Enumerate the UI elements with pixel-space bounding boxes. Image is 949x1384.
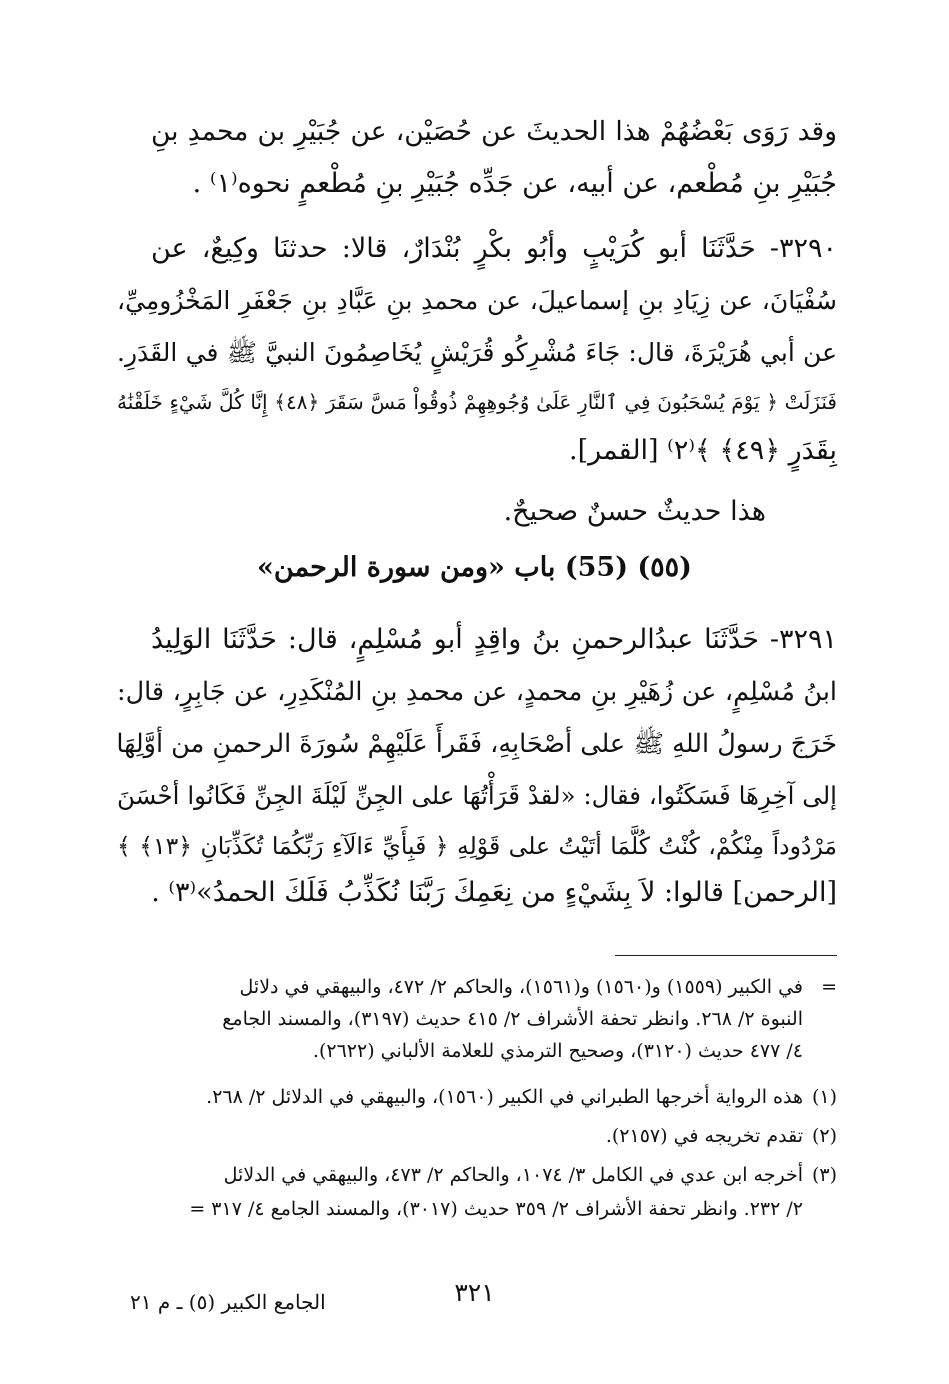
hadith-3290-line-3: عن أبي هُرَيْرَةَ، قال: جَاءَ مُشْرِكُو قُرَيْشٍ يُخَاصِمُونَ النبيَّ ﷺ في القَدَرِ. [117, 338, 837, 367]
page-number: ٣٢١ [454, 1278, 495, 1307]
quran-verse-line-1: فَنَزَلَتْ ﴿ يَوْمَ يُسْحَبُونَ فِي ٱلنَّارِ عَلَىٰ وُجُوهِهِمْ ذُوقُواْ مَسَّ سَقَرَ ﴿٤٨﴾ إِنَّا كُلَّ شَيْءٍ خَلَقْنَٰهُ [117, 390, 837, 414]
text-line-1: وقد رَوَى بَعْضُهُمْ هذا الحديثَ عن حُصَيْن، عن جُبَيْرِ بن محمدِ بنِ [151, 116, 837, 147]
quran-verse-line-2: بِقَدَرٍ ﴿٤٩﴾ ﴾⁽٢⁾ [القمر]. [569, 435, 837, 466]
hadith-3291-line-6: [الرحمن] قالوا: لاَ بِشَيْءٍ من نِعَمِكَ رَبَّنَا نُكَذِّبُ فَلَكَ الحمدُ»⁽٣⁾ . [151, 877, 837, 908]
footnote-text: ٤/ ٤٧٧ حديث (٣١٢٠)، وصحيح الترمذي للعلامة الألباني (٢٦٢٢). [312, 1040, 803, 1062]
book-signature: الجامع الكبير (٥) ـ م ٢١ [130, 1290, 326, 1314]
hadith-3291-line-3: خَرَجَ رسولُ اللهِ ﷺ على أصْحَابِهِ، فَقَرأَ عَلَيْهِمْ سُورَةَ الرحمنِ من أوَّلِهَا [116, 729, 837, 759]
footnote-mark: (٣) [811, 1164, 837, 1186]
footnote-text: في الكبير (١٥٥٩) و(١٥٦٠) و(١٥٦١)، والحاكم ٢/ ٤٧٢، والبيهقي في دلائل [239, 976, 803, 998]
footnote-3 [117, 1160, 837, 1190]
footnote-text: ٢/ ٢٣٢. وانظر تحفة الأشراف ٢/ ٣٥٩ حديث (٣٠١٧)، والمسند الجامع ٤/ ٣١٧ = [189, 1198, 803, 1220]
hadith-3291-line-1: ٣٢٩١- حَدَّثَنَا عبدُالرحمنِ بنُ واقِدٍ أبو مُسْلِمٍ، قال: حَدَّثَنَا الوَلِيدُ [151, 624, 837, 655]
hadith-3290-line-1: ٣٢٩٠- حَدَّثَنَا أبو كُرَيْبٍ وأبُو بكْرٍ بُنْدَارٌ، قالا: حدثنَا وكِيعٌ، عن [151, 233, 837, 264]
footnote-1 [117, 1082, 837, 1112]
continuation-mark: = [821, 976, 837, 998]
hadith-grade: هذا حديثٌ حسنٌ صحيحٌ. [503, 496, 766, 527]
footnote-continuation-line-1 [117, 972, 837, 1002]
hadith-3291-line-2: ابنُ مُسْلِمٍ، عن زُهَيْرِ بنِ محمدٍ، عن محمدِ بنِ المُنْكَدِرِ، عن جَابِرٍ، قال: [117, 677, 837, 707]
footnote-text: هذه الرواية أخرجها الطبراني في الكبير (١٥٦٠)، والبيهقي في الدلائل ٢/ ٢٦٨. [206, 1086, 803, 1108]
text-line-2: جُبَيْرِ بنِ مُطْعم، عن أبيه، عن جَدِّه جُبَيْرِ بنِ مُطْعمٍ نحوه⁽١⁾ . [192, 168, 837, 199]
footnote-mark: (٢) [811, 1125, 837, 1147]
footnote-2 [117, 1121, 837, 1151]
chapter-heading: (٥٥) (55) باب «ومن سورة الرحمن» [257, 552, 692, 583]
footnote-separator [615, 955, 837, 956]
footnote-text: تقدم تخريجه في (٢١٥٧). [605, 1125, 803, 1147]
footnote-continuation-line-2 [117, 1004, 837, 1034]
footnote-text: أخرجه ابن عدي في الكامل ٣/ ١٠٧٤، والحاكم ٢/ ٤٧٣، والبيهقي في الدلائل [223, 1164, 803, 1186]
footnote-text: النبوة ٢/ ٢٦٨. وانظر تحفة الأشراف ٢/ ٤١٥ حديث (٣١٩٧)، والمسند الجامع [222, 1008, 803, 1030]
footnote-continuation-line-3 [117, 1036, 837, 1066]
footnote-3-continued [117, 1194, 837, 1224]
hadith-3290-line-2: سُفْيَانَ، عن زِيَادِ بنِ إسماعيلَ، عن محمدِ بنِ عَبَّادِ بنِ جَعْفَرِ المَخْزُومِيِّ، [117, 286, 837, 315]
footnote-mark: (١) [811, 1086, 837, 1108]
hadith-3291-line-4: إلى آخِرِهَا فَسَكَتُوا، فقال: «لقدْ قَرَأْتُهَا على الجِنِّ لَيْلَةَ الجِنِّ فَكَانُوا أحْسَنَ [117, 781, 837, 810]
hadith-3291-line-5: مَرْدُوداً مِنْكُمْ، كُنْتُ كُلَّمَا أتَيْتُ على قَوْلِهِ ﴿ فَبِأَيِّ ءَالَآءِ رَبِّكُمَا تُكَذِّبَانِ ﴿١٣﴾ ﴾ [117, 832, 837, 860]
